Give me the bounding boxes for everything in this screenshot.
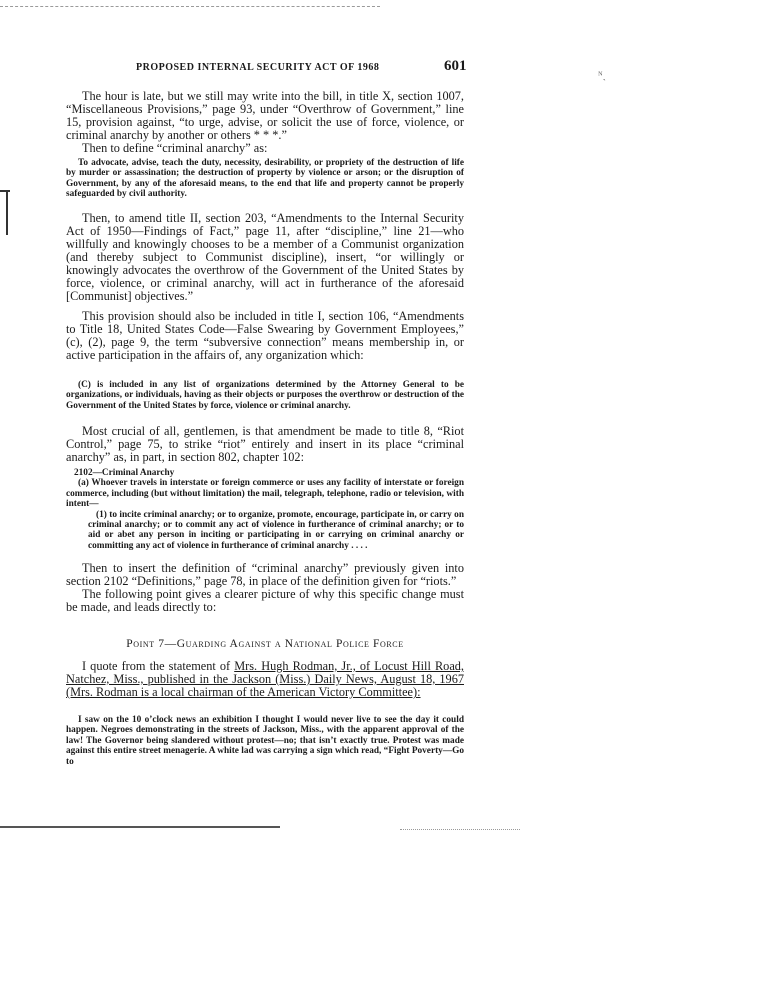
statute-label: 2102—Criminal Anarchy	[74, 468, 175, 478]
quote-block	[66, 380, 464, 411]
paragraph: Most crucial of all, gentlemen, is that amendment be made to title 8, “Riot Control,” page 75, to strike “riot” entirely and insert in its place “criminal anarchy” as, in part, in section 802, chapter 102:	[66, 424, 464, 464]
scan-bottom-dots	[400, 829, 520, 830]
quote-block	[66, 715, 464, 767]
paragraph: Then, to amend title II, section 203, “Amendments to the Internal Security Act of 1950—Findings of Fact,” page 11, after “discipline,” line 21—who willfully and knowingly chooses to be a member of a Communist organization (and thereby subject to Communist discipline), insert, “or willingly or knowingly advocates the overthrow of the Government of the United States by force, violence, or criminal anarchy, will act in furtherance of the aforesaid [Communist] objectives.”	[66, 211, 464, 303]
underlined-citation: Mrs. Hugh Rodman, Jr., of Locust Hill Road, Natchez, Miss., published in the Jackson (Miss.) Daily News, August 18, 1967 (Mrs. Rodman is a local chairman of the American Victory Committee):	[66, 659, 464, 699]
paragraph	[66, 660, 464, 699]
paragraph-5-block	[66, 425, 464, 464]
paragraph-3-block	[66, 212, 464, 303]
page-number: 601	[444, 58, 467, 74]
paragraph: Then to define “criminal anarchy” as:	[82, 141, 268, 155]
scan-artifact: ᴺˎ	[598, 70, 606, 81]
paragraph: Then to insert the definition of “criminal anarchy” previously given into section 2102 “Definitions,” page 78, in place of the definition given for “riots.”	[66, 561, 464, 588]
quote-block	[66, 158, 464, 200]
scan-edge-line	[0, 6, 380, 7]
block-quote: I saw on the 10 o’clock news an exhibition I thought I would never live to see the day it could happen. Negroes demonstrating in the streets of Jackson, Miss., with the apparent approval of the law! The Governor being slandered without protest—no; that isn’t exactly true. Protest was made against this entire street menagerie. A white lad was carrying a sign which read, “Fight Poverty—Go to	[66, 715, 464, 767]
block-quote: (1) to incite criminal anarchy; or to organize, promote, encourage, participate in, or carry on criminal anarchy; or to commit any act of violence in furtherance of criminal anarchy; or to aid or abet any person in inciting or participating in or carrying on criminal anarchy or committing any act of violence in furtherance of criminal anarchy . . . .	[88, 509, 464, 551]
block-quote: (C) is included in any list of organizations determined by the Attorney General to be organizations, or individuals, having as their objects or purposes the overthrow or destruction of the Government of the United States by force, violence or criminal anarchy.	[66, 380, 464, 411]
statute-quote-block	[66, 468, 464, 551]
running-head: PROPOSED INTERNAL SECURITY ACT OF 1968	[136, 62, 380, 73]
block-quote: (a) Whoever travels in interstate or foreign commerce or uses any facility of interstate or foreign commerce, including (but without limitation) the mail, telegraph, telephone, radio or television, with intent—	[66, 478, 464, 510]
margin-mark	[6, 190, 8, 235]
paragraph-8-block	[66, 660, 464, 699]
section-heading-block	[66, 638, 464, 650]
section-heading: Point 7—Guarding Against a National Police Force	[126, 638, 404, 650]
paragraph-lead: I quote from the statement of	[82, 659, 235, 673]
paragraph-6-block	[66, 562, 464, 614]
scan-bottom-line	[0, 826, 280, 828]
paragraph-1-block	[66, 90, 464, 155]
block-quote: To advocate, advise, teach the duty, necessity, desirability, or propriety of the destruction of life by murder or assassination; the destruction of property by violence or arson; or the disruption of Government, by any of the aforesaid means, to the end that life and property cannot be properly safeguarded by civil authority.	[66, 158, 464, 200]
paragraph: The following point gives a clearer picture of why this specific change must be made, and leads directly to:	[66, 587, 464, 614]
margin-tick	[0, 190, 10, 192]
paragraph: The hour is late, but we still may write into the bill, in title X, section 1007, “Miscellaneous Provisions,” page 93, under “Overthrow of Government,” line 15, provision against, “to urge, advise, or solicit the use of force, violence, or criminal anarchy by another or others * * *.”	[66, 89, 464, 142]
paragraph: This provision should also be included in title I, section 106, “Amendments to Title 18, United States Code—False Swearing by Government Employees,” (c), (2), page 9, the term “subversive connection” means membership in, or active participation in the affairs of, any organization which:	[66, 309, 464, 362]
paragraph-4-block	[66, 310, 464, 362]
